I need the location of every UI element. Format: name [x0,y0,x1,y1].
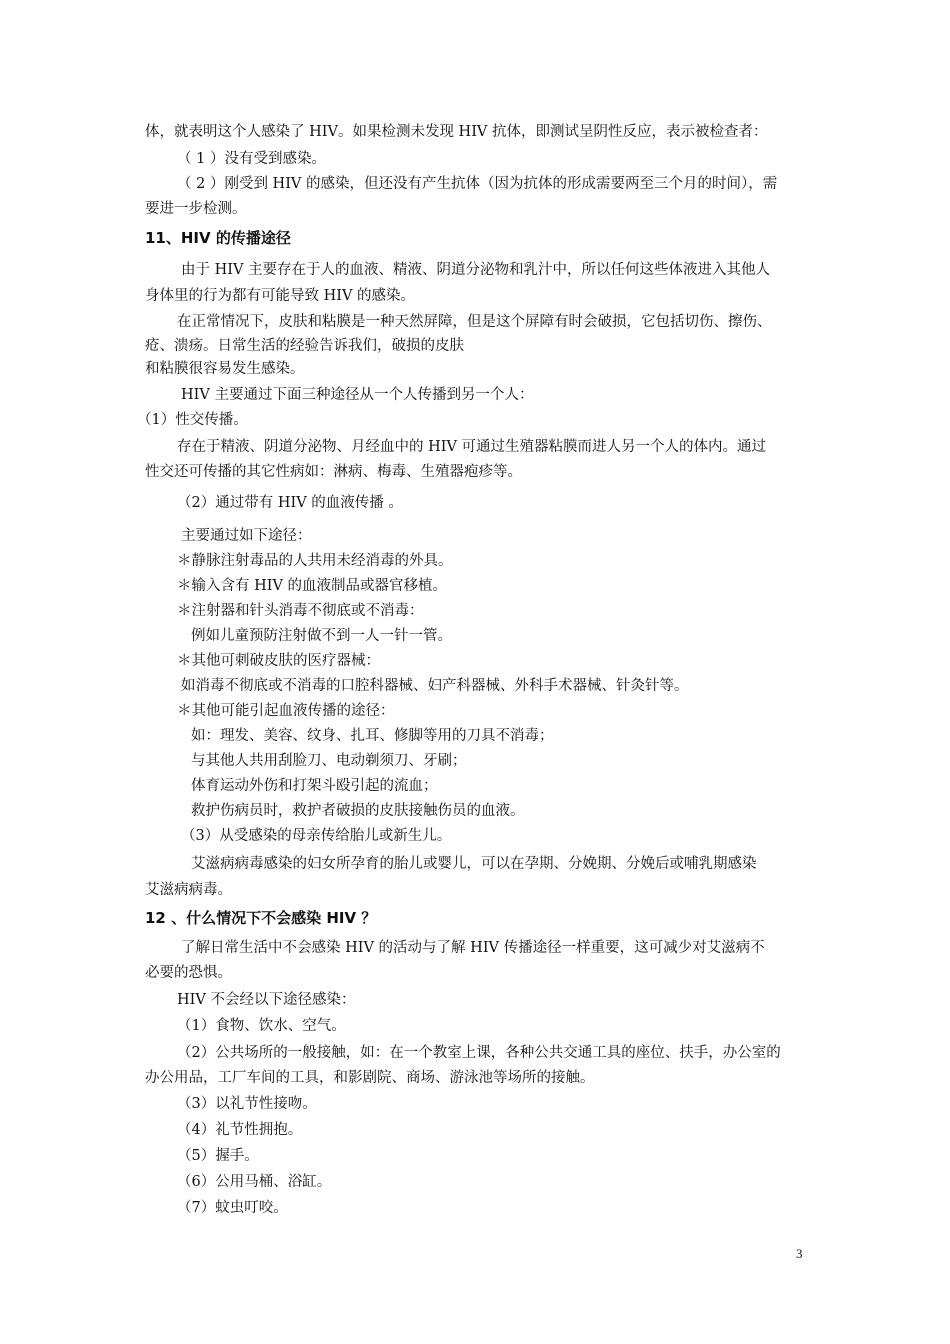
list-item: ＊其他可能引起血液传播的途径： [177,703,395,719]
text-line: 救护伤病员时，救护者破损的皮肤接触伤员的血液。 [191,803,525,819]
text-line: 如：理发、美容、纹身、扎耳、修脚等用的刀具不消毒； [191,728,554,744]
list-item: ＊静脉注射毒品的人共用未经消毒的外具。 [177,553,453,569]
text-line: 性交还可传播的其它性病如：淋病、梅毒、生殖器疱疹等。 [145,464,522,480]
list-item: ＊其他可刺破皮肤的医疗器械： [177,653,380,669]
list-item: （ 1 ）没有受到感染。 [177,151,326,167]
text-line: 要进一步检测。 [145,201,247,217]
list-item: ＊注射器和针头消毒不彻底或不消毒： [177,603,424,619]
text-line: 体，就表明这个人感染了 HIV。如果检测未发现 HIV 抗体，即测试呈阴性反应，表示被检查者： [145,124,768,140]
list-item: （5）握手。 [177,1148,259,1164]
section-heading: 12 、什么情况下不会感染 HIV ？ [145,909,377,927]
text-line: 主要通过如下途径： [181,528,312,544]
text-line: 了解日常生活中不会感染 HIV 的活动与了解 HIV 传播途径一样重要，这可减少对艾滋病不 [181,940,765,956]
text-line: 与其他人共用刮脸刀、电动剃须刀、牙刷； [191,753,467,769]
list-item: （1）食物、饮水、空气。 [177,1018,346,1034]
list-item: （2）通过带有 HIV 的血液传播 。 [177,495,403,511]
text-line: 例如儿童预防注射做不到一人一针一管。 [191,628,452,644]
list-item: （7）蚊虫叮咬。 [177,1200,288,1216]
list-item: （6）公用马桶、浴缸。 [177,1174,332,1190]
text-line: 身体里的行为都有可能导致 HIV 的感染。 [145,288,416,304]
text-line: 体育运动外伤和打架斗殴引起的流血； [191,778,438,794]
text-line: 办公用品，工厂车间的工具，和影剧院、商场、游泳池等场所的接触。 [145,1070,595,1086]
text-line: 如消毒不彻底或不消毒的口腔科器械、妇产科器械、外科手术器械、针灸针等。 [181,678,689,694]
text-line: HIV 主要通过下面三种途径从一个人传播到另一个人： [181,387,534,403]
text-line: 在正常情况下，皮肤和粘膜是一种天然屏障，但是这个屏障有时会破损，它包括切伤、擦伤、 [177,314,772,330]
list-item: （1）性交传播。 [137,412,248,428]
text-line: 必要的恐惧。 [145,965,232,981]
page-number: 3 [796,1246,803,1261]
text-line: 和粘膜很容易发生感染。 [145,361,305,377]
text-line: 艾滋病病毒。 [145,882,232,898]
list-item: （3）从受感染的母亲传给胎儿或新生儿。 [181,828,452,844]
text-line: 疮、溃疡。日常生活的经验告诉我们，破损的皮肤 [145,338,464,354]
text-line: 艾滋病病毒感染的妇女所孕育的胎儿或婴儿，可以在孕期、分娩期、分娩后或哺乳期感染 [191,856,757,872]
section-heading: 11、HIV 的传播途径 [145,229,291,247]
list-item: （2）公共场所的一般接触，如：在一个教室上课，各种公共交通工具的座位、扶手，办公室的 [177,1045,781,1061]
list-item: （4）礼节性拥抱。 [177,1122,303,1138]
text-line: 存在于精液、阴道分泌物、月经血中的 HIV 可通过生殖器粘膜而进人另一个人的体内。通过 [177,439,767,455]
list-item: ＊输入含有 HIV 的血液制品或器官移植。 [177,578,448,594]
list-item: （ 2 ）刚受到 HIV 的感染，但还没有产生抗体（因为抗体的形成需要两至三个月的时间），需 [177,176,778,192]
list-item: （3）以礼节性接吻。 [177,1096,317,1112]
text-line: 由于 HIV 主要存在于人的血液、精液、阴道分泌物和乳汁中，所以任何这些体液进入其他人 [181,262,771,278]
text-line: HIV 不会经以下途径感染： [177,992,356,1008]
